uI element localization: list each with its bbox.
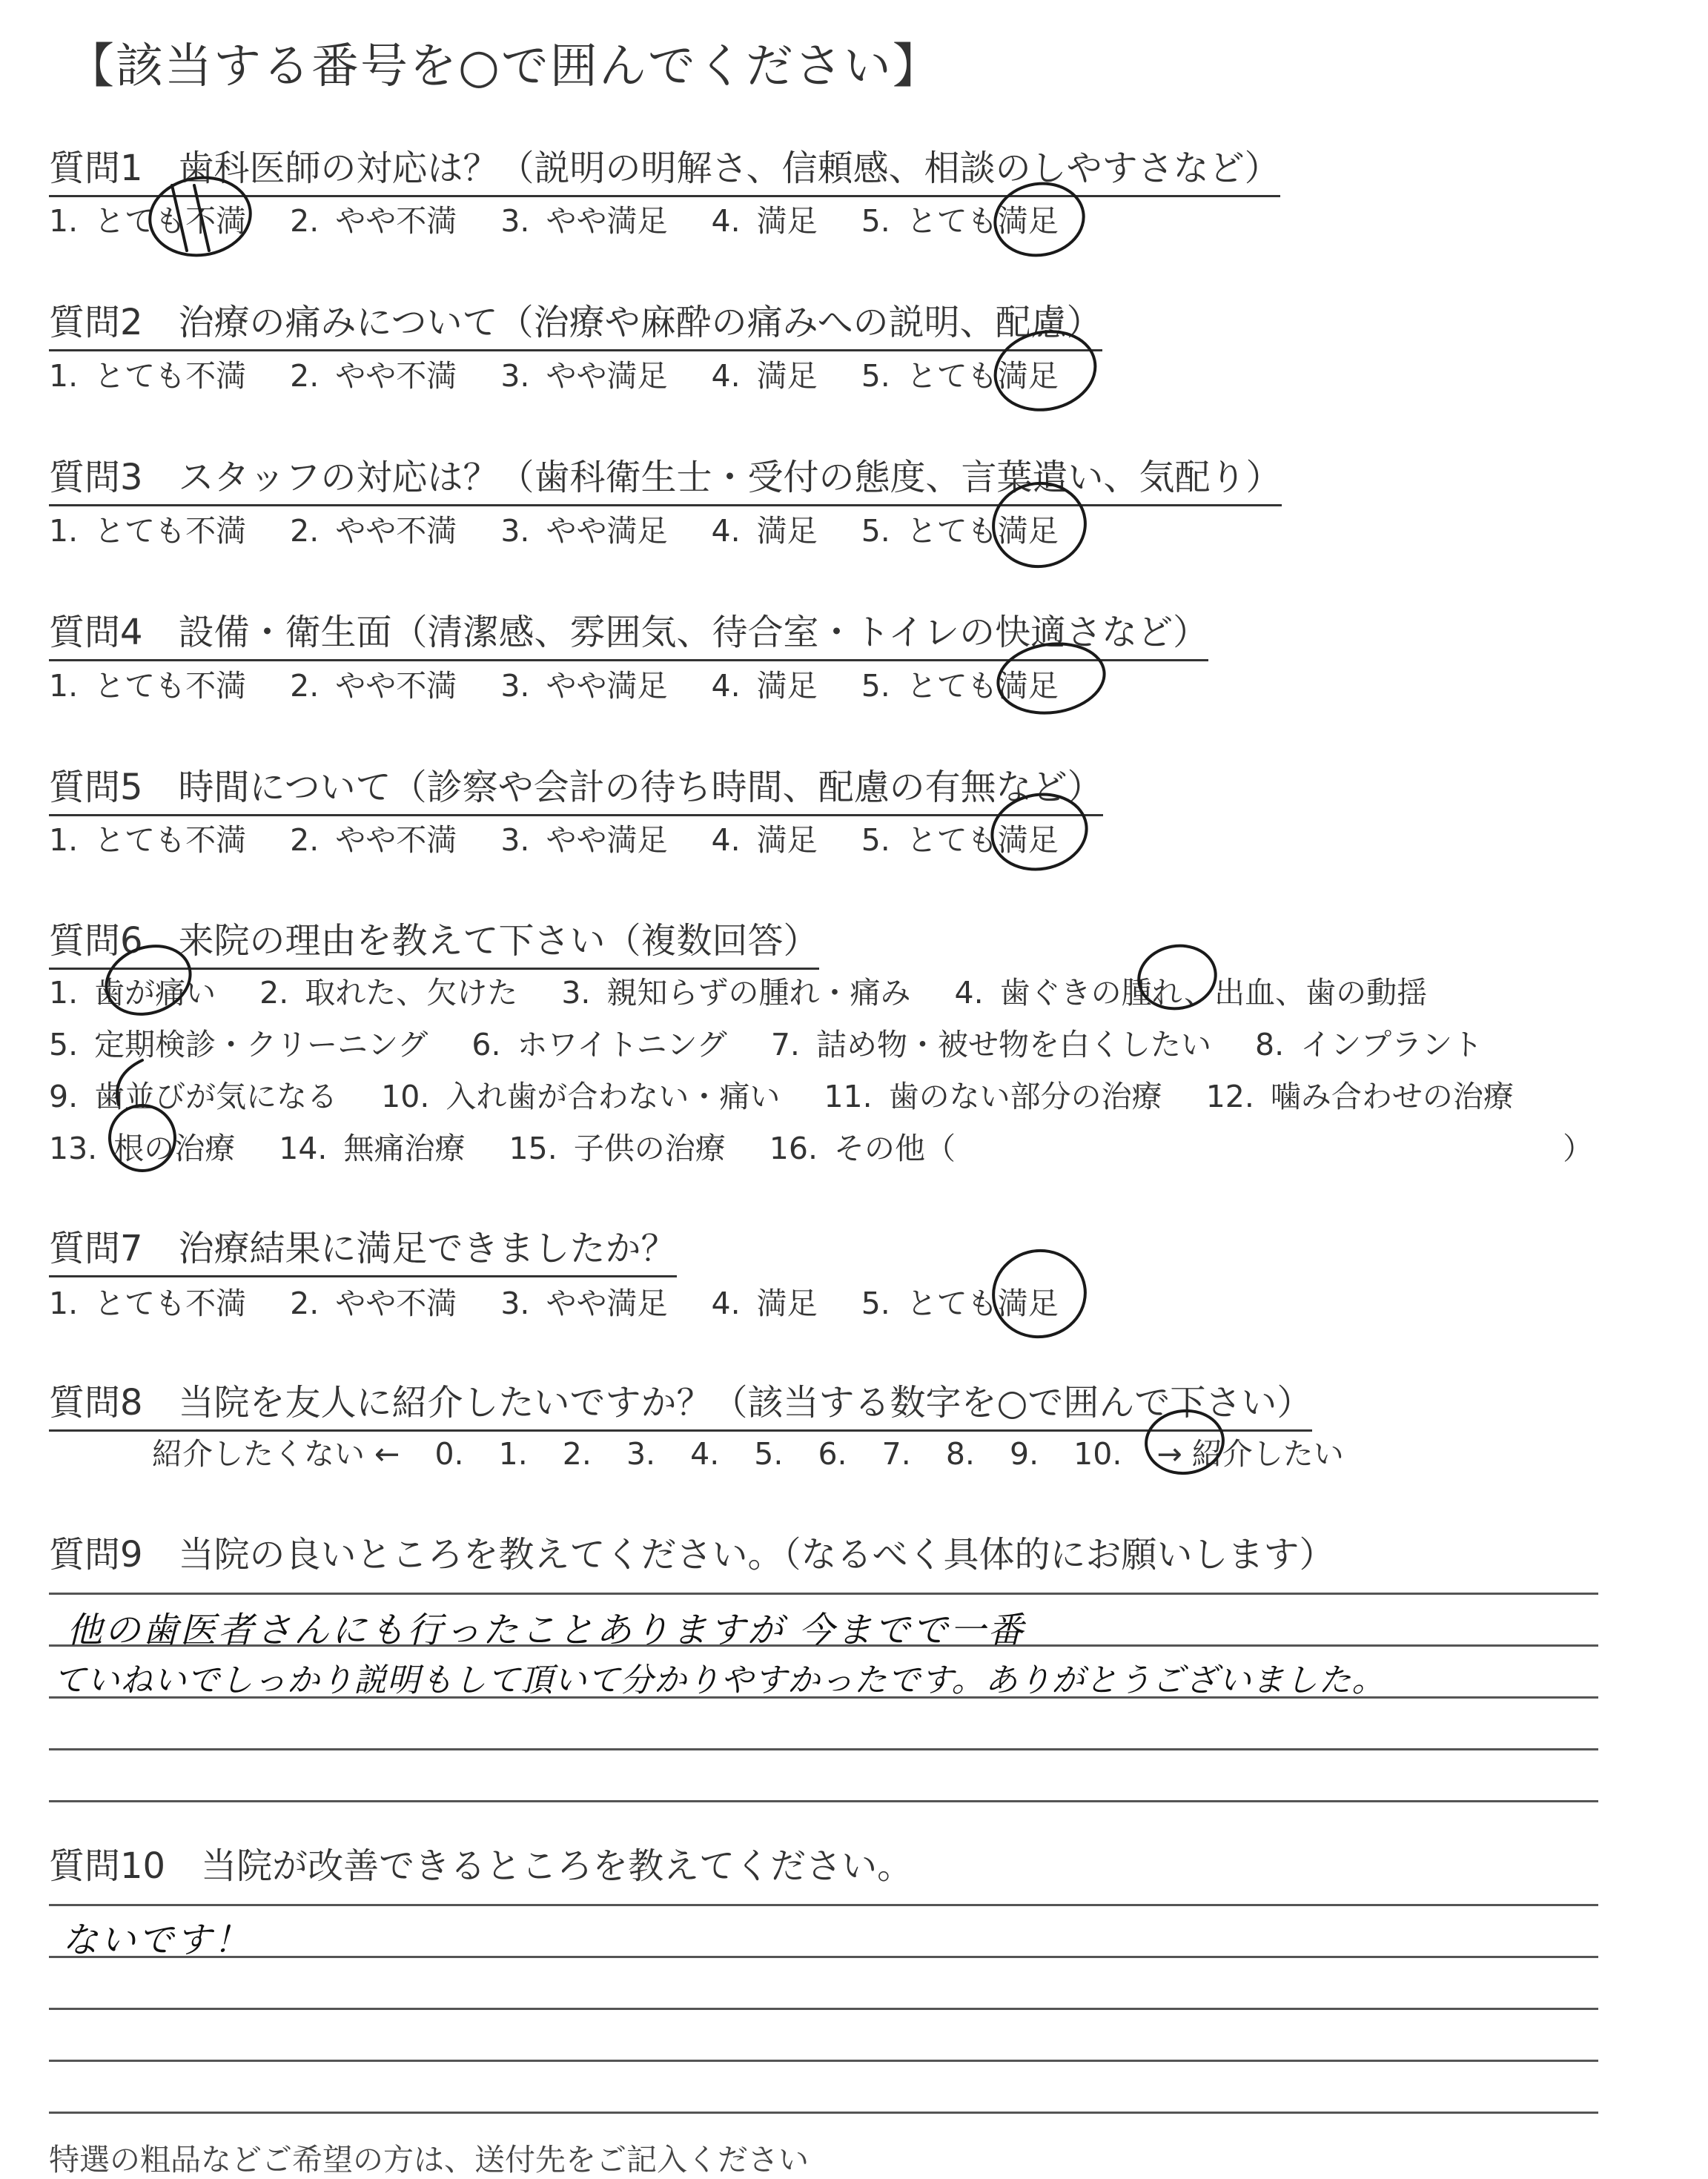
question-3-title: 質問3 スタッフの対応は？（歯科衛生士・受付の態度、言葉遣い、気配り） [49,449,1282,506]
reason-alignment[interactable]: 歯並びが気になる [94,1079,338,1114]
option-somewhat-unsatisfied[interactable]: やや不満 [335,1286,457,1321]
option-somewhat-satisfied[interactable]: やや満足 [546,358,668,394]
answer-line [49,1748,1598,1750]
option-somewhat-satisfied[interactable]: やや満足 [546,513,668,549]
scale-5[interactable]: 5. [754,1436,784,1472]
question-6-row-2[interactable]: 5. 定期検診・クリーニング 6. ホワイトニング 7. 詰め物・被せ物を白くしたい 8. インプラント [49,1027,1483,1062]
reason-implant[interactable]: インプラント [1300,1027,1483,1062]
option-very-unsatisfied[interactable]: とても不満 [94,1286,247,1321]
question-6-row-3[interactable]: 9. 歯並びが気になる 10. 入れ歯が合わない・痛い 11. 歯のない部分の治療 12. 噛み合わせの治療 [49,1079,1514,1114]
question-9-title: 質問9 当院の良いところを教えてください。（なるべく具体的にお願いします） [49,1534,1335,1575]
question-2-title: 質問2 治療の痛みについて（治療や麻酔の痛みへの説明、配慮） [49,294,1102,351]
scale-3[interactable]: 3. [626,1436,656,1472]
question-6-row-1[interactable]: 1. 歯が痛い 2. 取れた、欠けた 3. 親知らずの腫れ・痛み 4. 歯ぐきの腫れ、出血、歯の動揺 [49,975,1428,1011]
question-1-title: 質問1 歯科医師の対応は？（説明の明解さ、信頼感、相談のしやすさなど） [49,139,1280,197]
question-4-options[interactable]: 1. とても不満 2. やや不満 3. やや満足 4. 満足 5. とても満足 [49,668,1059,704]
question-2-options[interactable]: 1. とても不満 2. やや不満 3. やや満足 4. 満足 5. とても満足 [49,358,1059,394]
scale-4[interactable]: 4. [690,1436,720,1472]
reason-checkup[interactable]: 定期検診・クリーニング [94,1027,428,1062]
answer-line [49,1904,1598,1906]
page-title: 【該当する番号を○で囲んでください】 [67,39,941,94]
option-very-unsatisfied[interactable]: とても不満 [94,668,247,704]
scale-6[interactable]: 6. [818,1436,847,1472]
reason-bite[interactable]: 噛み合わせの治療 [1270,1079,1514,1114]
reason-other[interactable]: その他（ [834,1131,956,1166]
reason-painless[interactable]: 無痛治療 [343,1131,466,1166]
answer-line [49,2112,1598,2114]
question-5-title: 質問5 時間について（診察や会計の待ち時間、配慮の有無など） [49,758,1103,816]
answer-line [49,1956,1598,1958]
option-satisfied[interactable]: 満足 [756,1286,818,1321]
option-very-satisfied[interactable]: とても満足 [906,203,1059,239]
option-somewhat-satisfied[interactable]: やや満足 [546,203,668,239]
reason-missing-teeth[interactable]: 歯のない部分の治療 [888,1079,1162,1114]
option-somewhat-satisfied[interactable]: やや満足 [546,668,668,704]
reason-child[interactable]: 子供の治療 [573,1131,726,1166]
option-very-satisfied[interactable]: とても満足 [906,668,1059,704]
question-8-title: 質問8 当院を友人に紹介したいですか？（該当する数字を○で囲んで下さい） [49,1374,1312,1432]
scale-0[interactable]: 0. [434,1436,464,1472]
answer-line [49,2008,1598,2010]
q10-answer-line-1[interactable]: ないです！ [62,1920,252,1961]
question-1-options[interactable]: 1. とても不満 2. やや不満 3. やや満足 4. 満足 5. とても満足 [49,203,1059,239]
option-satisfied[interactable]: 満足 [756,668,818,704]
question-10-title: 質問10 当院が改善できるところを教えてください。 [49,1845,913,1887]
scale-8[interactable]: 8. [945,1436,975,1472]
scale-2[interactable]: 2. [562,1436,592,1472]
option-somewhat-unsatisfied[interactable]: やや不満 [335,822,457,858]
option-satisfied[interactable]: 満足 [756,358,818,394]
question-7-options[interactable]: 1. とても不満 2. やや不満 3. やや満足 4. 満足 5. とても満足 [49,1286,1059,1321]
option-very-unsatisfied[interactable]: とても不満 [94,203,247,239]
option-very-unsatisfied[interactable]: とても不満 [94,358,247,394]
option-very-satisfied[interactable]: とても満足 [906,1286,1059,1321]
option-very-unsatisfied[interactable]: とても不満 [94,513,247,549]
scale-1[interactable]: 1. [498,1436,528,1472]
option-very-satisfied[interactable]: とても満足 [906,358,1059,394]
answer-line [49,2060,1598,2062]
reason-wisdom-tooth[interactable]: 親知らずの腫れ・痛み [606,975,911,1011]
question-6-row-4[interactable]: 13. 根の治療 14. 無痛治療 15. 子供の治療 16. その他（ ） [49,1131,1594,1166]
option-somewhat-satisfied[interactable]: やや満足 [546,822,668,858]
option-very-satisfied[interactable]: とても満足 [906,822,1059,858]
option-somewhat-unsatisfied[interactable]: やや不満 [335,668,457,704]
scale-right-label: → 紹介したい [1156,1436,1344,1472]
option-satisfied[interactable]: 満足 [756,513,818,549]
recommend-scale[interactable] [152,1429,1369,1473]
question-4-title: 質問4 設備・衛生面（清潔感、雰囲気、待合室・トイレの快適さなど） [49,604,1208,661]
option-somewhat-unsatisfied[interactable]: やや不満 [335,513,457,549]
scale-10[interactable]: 10. [1073,1436,1122,1472]
option-satisfied[interactable]: 満足 [756,203,818,239]
option-very-satisfied[interactable]: とても満足 [906,513,1059,549]
q9-answer-line-2[interactable]: ていねいでしっかり説明もして頂いて分かりやすかったです。ありがとうございました。 [53,1661,1386,1699]
reason-white-fillings[interactable]: 詰め物・被せ物を白くしたい [815,1027,1211,1062]
reason-gum[interactable]: 歯ぐきの腫れ、出血、歯の動揺 [999,975,1428,1011]
reason-whitening[interactable]: ホワイトニング [517,1027,727,1062]
option-somewhat-unsatisfied[interactable]: やや不満 [335,203,457,239]
option-satisfied[interactable]: 満足 [756,822,818,858]
question-5-options[interactable]: 1. とても不満 2. やや不満 3. やや満足 4. 満足 5. とても満足 [49,822,1059,858]
answer-line [49,1593,1598,1595]
question-6-title: 質問6 来院の理由を教えて下さい（複数回答） [49,912,819,970]
option-somewhat-satisfied[interactable]: やや満足 [546,1286,668,1321]
answer-line [49,1800,1598,1802]
footer-text: 特選の粗品などご希望の方は、送付先をご記入ください [49,2142,809,2178]
reason-other-close: ） [1563,1131,1594,1166]
question-7-title: 質問7 治療結果に満足できましたか？ [49,1220,677,1277]
scale-left-label: 紹介したくない ← [152,1436,400,1472]
question-3-options[interactable]: 1. とても不満 2. やや不満 3. やや満足 4. 満足 5. とても満足 [49,513,1059,549]
option-somewhat-unsatisfied[interactable]: やや不満 [335,358,457,394]
reason-root-canal[interactable]: 根の治療 [113,1131,236,1166]
scale-9[interactable]: 9. [1009,1436,1039,1472]
scale-7[interactable]: 7. [881,1436,911,1472]
q9-answer-line-1[interactable]: 他の歯医者さんにも行ったことありますが 今までで一番 [67,1610,1026,1651]
reason-toothache[interactable]: 歯が痛い [94,975,216,1011]
reason-dentures[interactable]: 入れ歯が合わない・痛い [446,1079,781,1114]
reason-broken[interactable]: 取れた、欠けた [305,975,518,1011]
option-very-unsatisfied[interactable]: とても不満 [94,822,247,858]
